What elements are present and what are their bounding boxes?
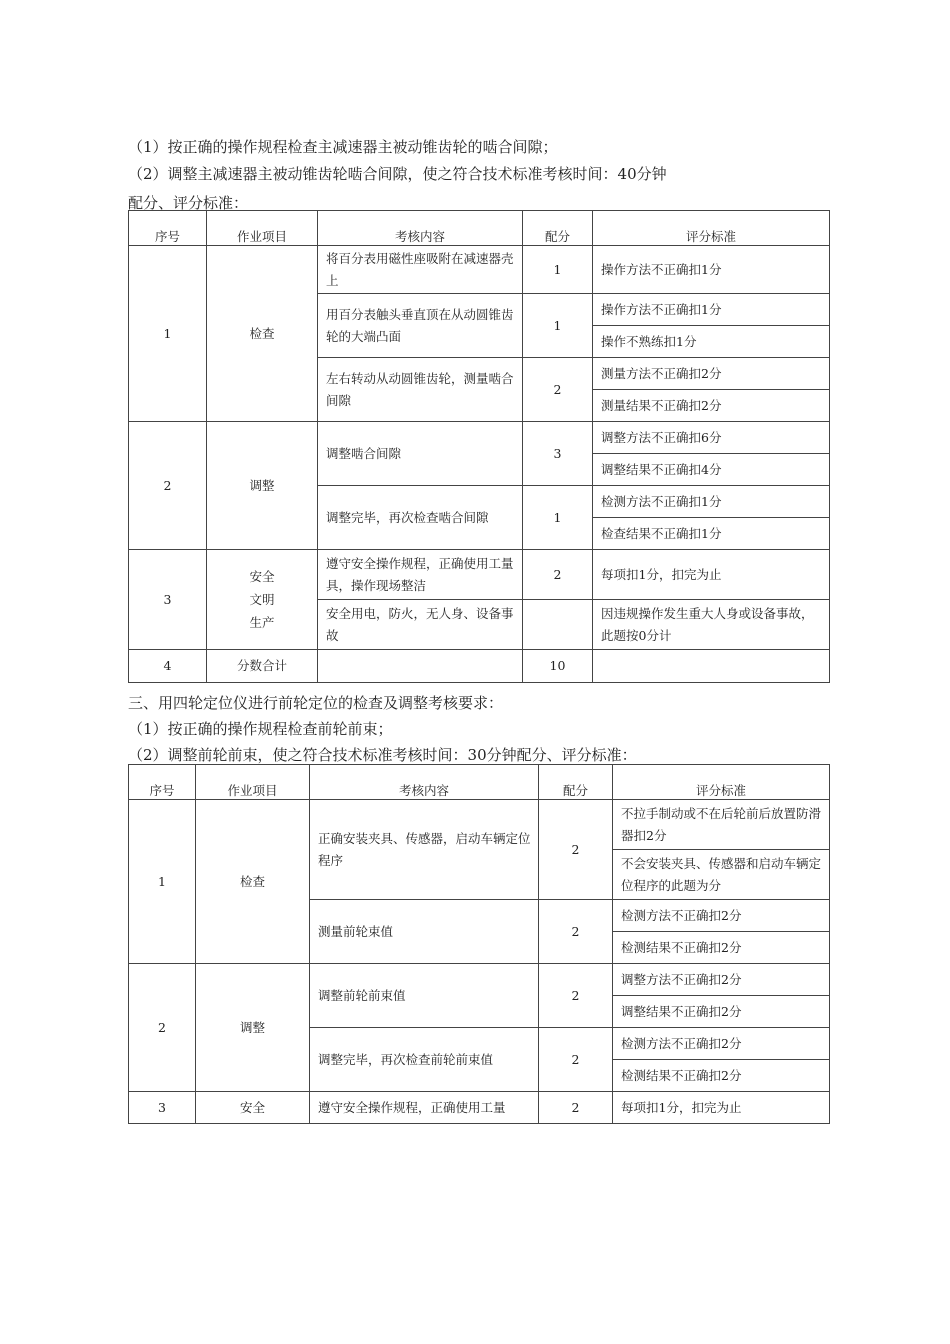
row-criteria: 不拉手制动或不在后轮前后放置防滑器扣2分 <box>613 800 830 850</box>
header-item: 作业项目 <box>207 211 318 246</box>
row-content: 安全用电，防火，无人身、设备事故 <box>318 600 523 650</box>
section3-line-2: （2）调整前轮前束，使之符合技术标准考核时间：30分钟配分、评分标准： <box>128 746 637 764</box>
total-content <box>318 650 523 683</box>
row-criteria: 操作不熟练扣1分 <box>593 326 830 358</box>
row-no: 3 <box>129 550 207 650</box>
row-item-line: 安全 <box>249 569 275 584</box>
row-criteria: 调整方法不正确扣6分 <box>593 422 830 454</box>
row-item-line: 生产 <box>249 615 275 630</box>
row-no: 2 <box>129 422 207 550</box>
row-item: 调整 <box>196 964 310 1092</box>
row-content: 遵守安全操作规程，正确使用工量 <box>310 1092 539 1124</box>
row-content: 将百分表用磁性座吸附在减速器壳上 <box>318 246 523 294</box>
row-content: 测量前轮束值 <box>310 900 539 964</box>
row-score: 2 <box>539 1092 613 1124</box>
row-criteria: 每项扣1分，扣完为止 <box>613 1092 830 1124</box>
row-content: 调整前轮前束值 <box>310 964 539 1028</box>
total-criteria <box>593 650 830 683</box>
scoring-table-2 <box>128 764 830 1124</box>
header-score: 配分 <box>539 765 613 800</box>
row-item-line: 文明 <box>249 592 275 607</box>
intro-line-1: （1）按正确的操作规程检查主减速器主被动锥齿轮的啮合间隙； <box>128 138 558 156</box>
table-row <box>129 246 830 294</box>
table-row <box>129 550 830 600</box>
row-score: 2 <box>539 1028 613 1092</box>
table-row <box>129 422 830 454</box>
row-criteria: 调整结果不正确扣2分 <box>613 996 830 1028</box>
row-no: 1 <box>129 800 196 964</box>
row-criteria: 检测方法不正确扣2分 <box>613 1028 830 1060</box>
row-content: 遵守安全操作规程，正确使用工量具，操作现场整洁 <box>318 550 523 600</box>
row-score: 2 <box>539 900 613 964</box>
row-content: 调整完毕，再次检查啮合间隙 <box>318 486 523 550</box>
row-content: 调整啮合间隙 <box>318 422 523 486</box>
row-criteria: 操作方法不正确扣1分 <box>593 246 830 294</box>
row-criteria: 操作方法不正确扣1分 <box>593 294 830 326</box>
header-no: 序号 <box>129 211 207 246</box>
row-no: 3 <box>129 1092 196 1124</box>
row-score: 2 <box>523 550 593 600</box>
total-score: 10 <box>523 650 593 683</box>
row-criteria: 不会安装夹具、传感器和启动车辆定位程序的此题为分 <box>613 850 830 900</box>
total-label: 分数合计 <box>207 650 318 683</box>
section3-line-1: （1）按正确的操作规程检查前轮前束； <box>128 720 393 738</box>
row-item: 检查 <box>207 246 318 422</box>
row-criteria: 检测方法不正确扣2分 <box>613 900 830 932</box>
table-row <box>129 964 830 996</box>
header-score: 配分 <box>523 211 593 246</box>
row-score: 1 <box>523 486 593 550</box>
row-content: 用百分表触头垂直顶在从动圆锥齿轮的大端凸面 <box>318 294 523 358</box>
row-score: 3 <box>523 422 593 486</box>
total-no: 4 <box>129 650 207 683</box>
section3-title: 三、用四轮定位仪进行前轮定位的检查及调整考核要求： <box>128 694 504 712</box>
row-item <box>207 550 318 650</box>
row-criteria: 调整结果不正确扣4分 <box>593 454 830 486</box>
row-criteria: 测量结果不正确扣2分 <box>593 390 830 422</box>
row-criteria: 检测方法不正确扣1分 <box>593 486 830 518</box>
table-row <box>129 1092 830 1124</box>
scoring-table-1 <box>128 210 830 683</box>
row-score: 2 <box>539 800 613 900</box>
table-header-row <box>129 765 830 800</box>
row-score: 2 <box>539 964 613 1028</box>
total-row <box>129 650 830 683</box>
row-score: 2 <box>523 358 593 422</box>
row-criteria: 检测结果不正确扣2分 <box>613 1060 830 1092</box>
row-content: 左右转动从动圆锥齿轮，测量啮合间隙 <box>318 358 523 422</box>
table-header-row <box>129 211 830 246</box>
row-score <box>523 600 593 650</box>
row-item: 安全 <box>196 1092 310 1124</box>
row-item: 检查 <box>196 800 310 964</box>
row-criteria: 检查结果不正确扣1分 <box>593 518 830 550</box>
header-item: 作业项目 <box>196 765 310 800</box>
row-criteria: 每项扣1分，扣完为止 <box>593 550 830 600</box>
header-no: 序号 <box>129 765 196 800</box>
table-row <box>129 800 830 850</box>
row-criteria: 调整方法不正确扣2分 <box>613 964 830 996</box>
intro-line-2: （2）调整主减速器主被动锥齿轮啮合间隙，使之符合技术标准考核时间：40分钟 <box>128 165 667 183</box>
row-no: 1 <box>129 246 207 422</box>
row-score: 1 <box>523 294 593 358</box>
header-content: 考核内容 <box>310 765 539 800</box>
row-criteria: 检测结果不正确扣2分 <box>613 932 830 964</box>
intro-line-3: 配分、评分标准： <box>128 194 249 212</box>
header-criteria: 评分标准 <box>613 765 830 800</box>
row-content: 调整完毕，再次检查前轮前束值 <box>310 1028 539 1092</box>
row-no: 2 <box>129 964 196 1092</box>
row-item: 调整 <box>207 422 318 550</box>
row-criteria: 因违规操作发生重大人身或设备事故，此题按0分计 <box>593 600 830 650</box>
header-criteria: 评分标准 <box>593 211 830 246</box>
row-score: 1 <box>523 246 593 294</box>
row-content: 正确安装夹具、传感器，启动车辆定位程序 <box>310 800 539 900</box>
header-content: 考核内容 <box>318 211 523 246</box>
row-criteria: 测量方法不正确扣2分 <box>593 358 830 390</box>
